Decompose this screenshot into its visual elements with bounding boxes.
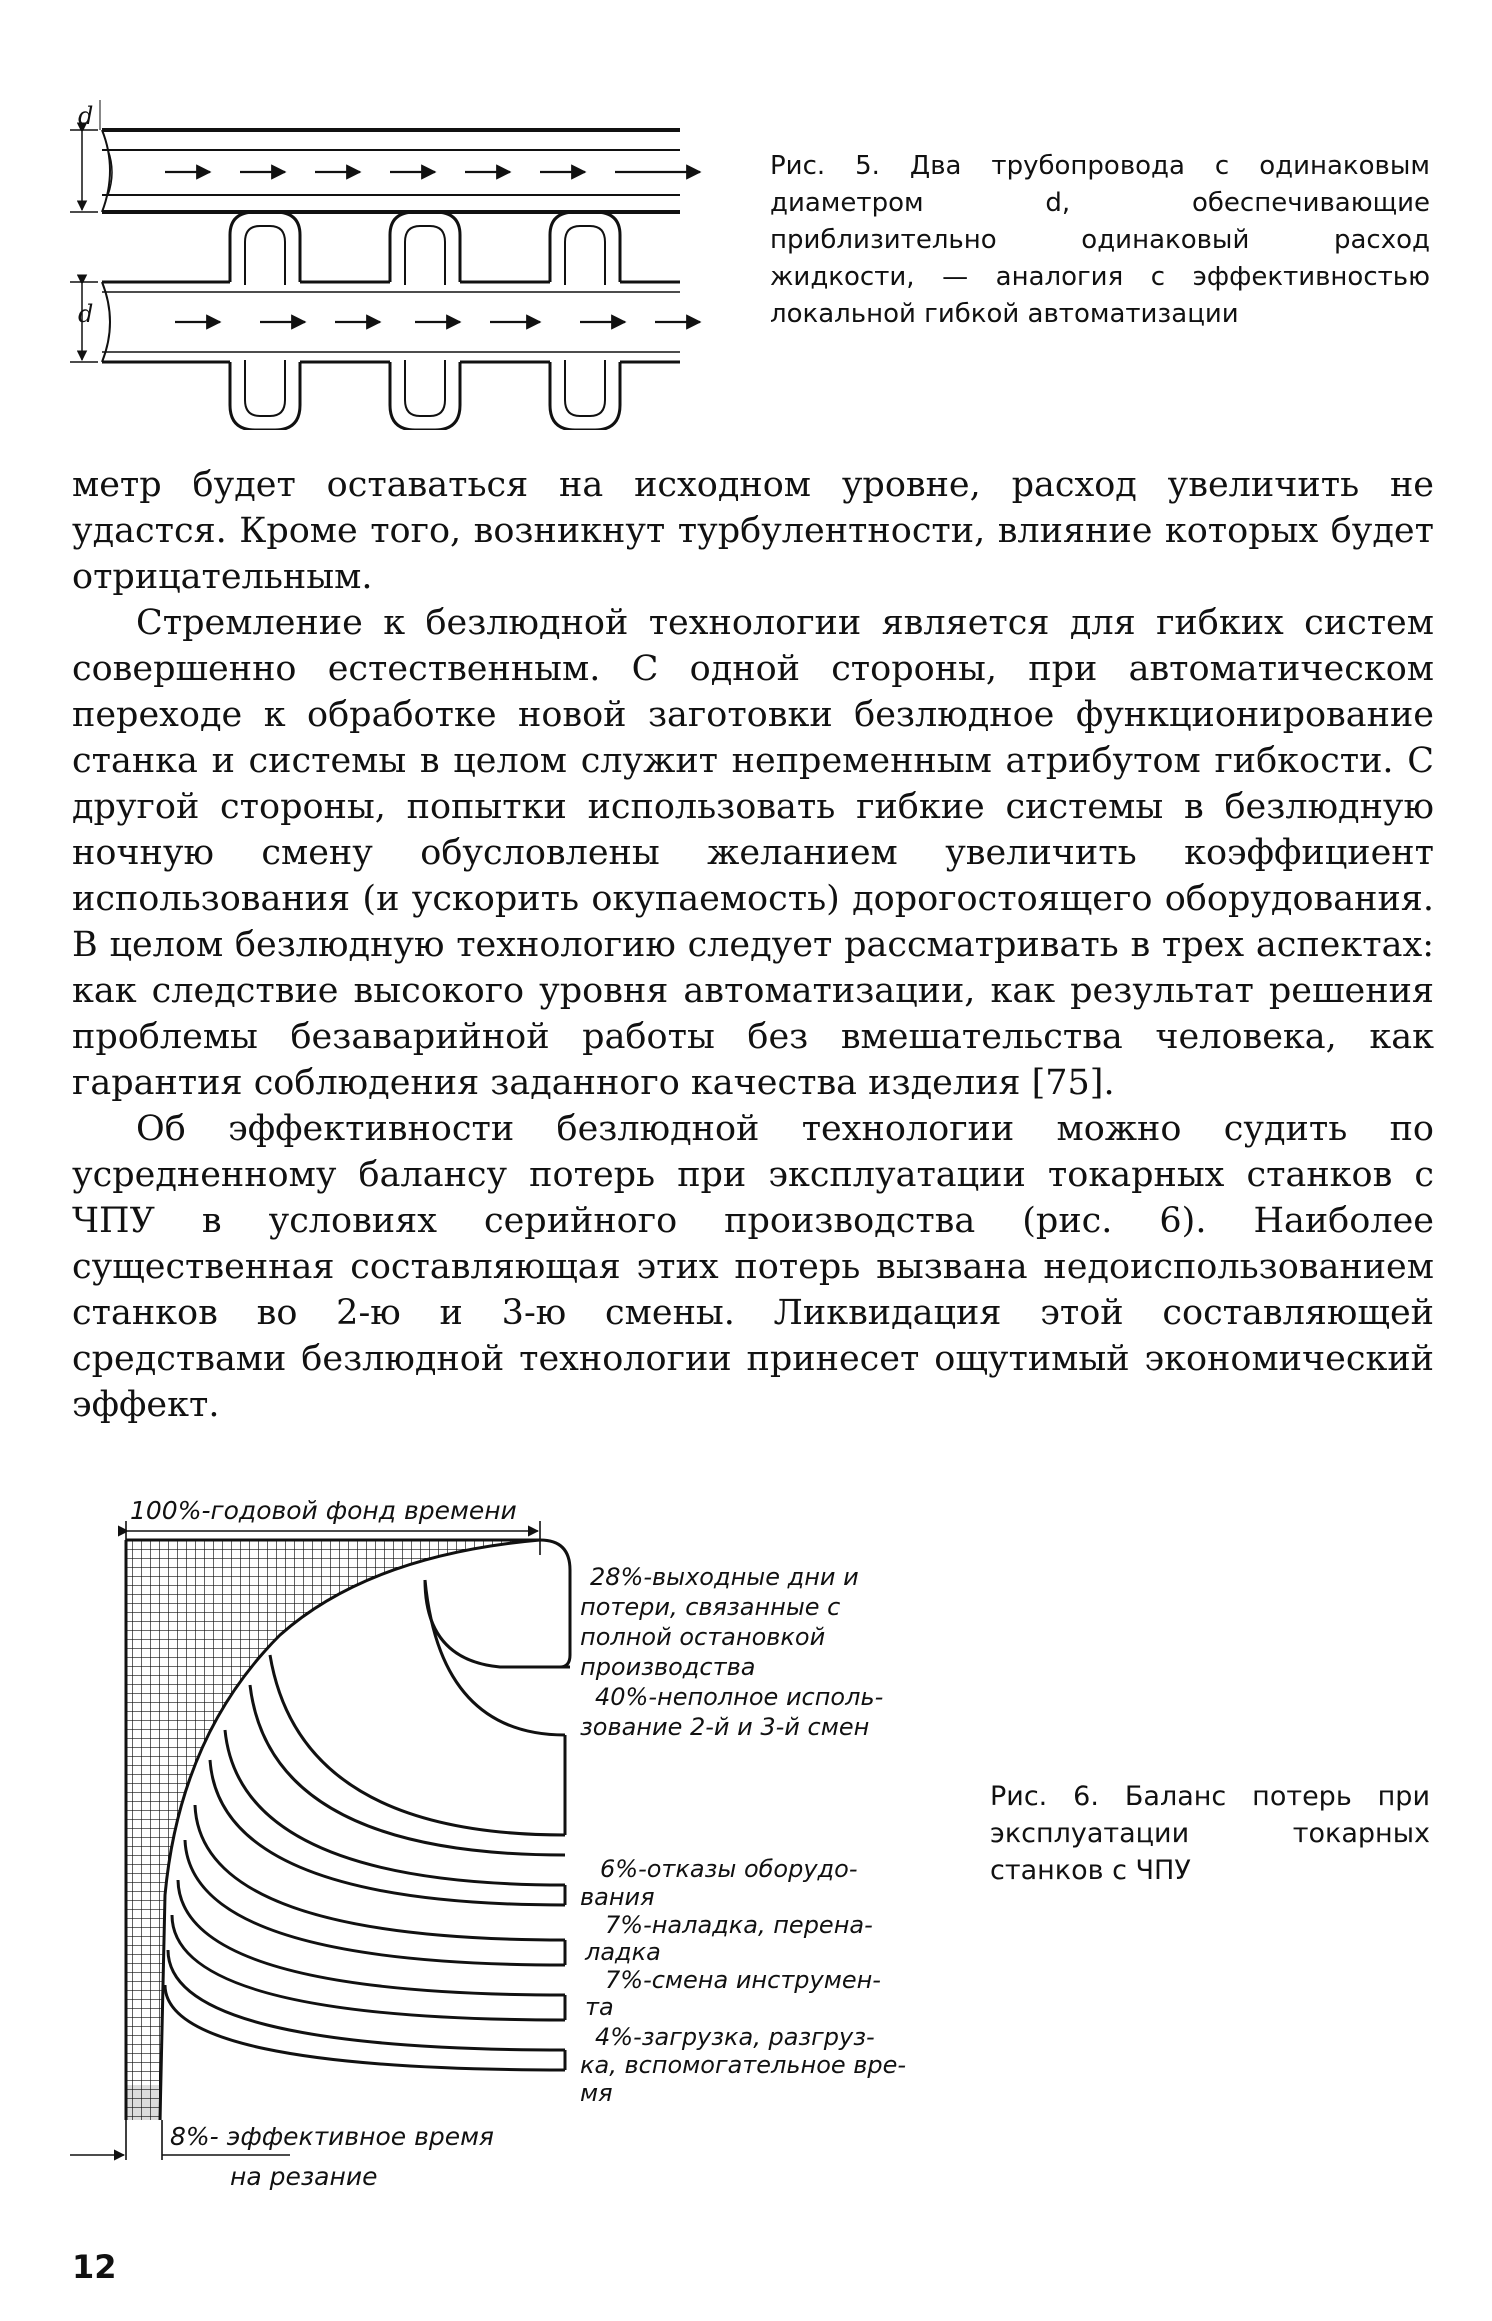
loss-28-line-3: полной остановкой <box>580 1623 826 1651</box>
label-d-top: d <box>78 102 94 130</box>
figure-6-loss-balance <box>60 1495 960 2215</box>
label-d-bottom: d <box>78 300 94 328</box>
figure-5-pipelines <box>60 100 740 430</box>
loss-40-line-2: зование 2-й и 3-й смен <box>580 1713 870 1741</box>
figure-5-caption: Рис. 5. Два трубопровода с одинаковым диаметром d, обеспечивающие приблизительно одинаковый расход жидкости, — аналогия с эффективностью локальной гибкой автоматизации <box>770 151 1430 329</box>
loss-7b-line-1: 7%-смена инструмен- <box>605 1966 881 1994</box>
loss-28-line-2: потери, связанные с <box>580 1593 841 1621</box>
fig6-top-label: 100%-годовой фонд времени <box>130 1496 517 1525</box>
straight-pipe <box>100 100 680 212</box>
loss-6-line-1: 6%-отказы оборудо- <box>600 1855 858 1883</box>
loss-7a-line-2: ладка <box>585 1938 661 1966</box>
page-number: 12 <box>72 2248 117 2286</box>
loss-4-line-2: ка, вспомогательное вре- <box>580 2051 907 2079</box>
figure-6-caption: Рис. 6. Баланс потерь при эксплуатации токарных станков с ЧПУ <box>990 1781 1430 1886</box>
grid-area <box>126 1540 546 2130</box>
dimension-d-top <box>70 130 98 212</box>
loss-6-line-2: вания <box>580 1883 655 1911</box>
loss-4-line-3: мя <box>580 2079 613 2107</box>
paragraph-2: Стремление к безлюдной технологии является для гибких систем совершенно естественным. С одной стороны, при автоматическом переходе к обработке новой заготовки безлюдное функционирование станка и системы в целом служит непременным атрибутом гибкости. С другой стороны, попытки использовать гибкие системы в безлюдную ночную смену обусловлены желанием увеличить коэффициент использования (и ускорить окупаемость) дорогостоящего оборудования. В целом безлюдную технологию следует рассматривать в трех аспектах: как следствие высокого уровня автоматизации, как результат решения проблемы безаварийной работы без вмешательства человека, как гарантия соблюдения заданного качества изделия [75]. <box>72 603 1434 1103</box>
loss-40-line-1: 40%-неполное исполь- <box>595 1683 884 1711</box>
fig6-bottom-label-1: 8%- эффективное время <box>170 2122 494 2151</box>
loss-28-line-1: 28%-выходные дни и <box>590 1563 859 1591</box>
fig6-bottom-label-2: на резание <box>230 2162 378 2191</box>
loss-7b-line-2: та <box>585 1993 614 2021</box>
paragraph-3: Об эффективности безлюдной технологии можно судить по усредненному балансу потерь при эксплуатации токарных станков с ЧПУ в условиях серийного производства (рис. 6). Наиболее существенная составляющая этих потерь вызвана недоиспользованием станков во 2-ю и 3-ю смены. Ликвидация этой составляющей средствами безлюдной технологии принесет ощутимый экономический эффект. <box>72 1109 1434 1425</box>
loss-4-line-1: 4%-загрузка, разгруз- <box>595 2023 875 2051</box>
loss-7a-line-1: 7%-наладка, перена- <box>605 1911 873 1939</box>
body-text <box>72 462 1434 1428</box>
loss-28-line-4: производства <box>580 1653 756 1681</box>
paragraph-1: метр будет оставаться на исходном уровне, расход увеличить не удастся. Кроме того, возникнут турбулентности, влияние которых будет отрицательным. <box>72 465 1434 597</box>
